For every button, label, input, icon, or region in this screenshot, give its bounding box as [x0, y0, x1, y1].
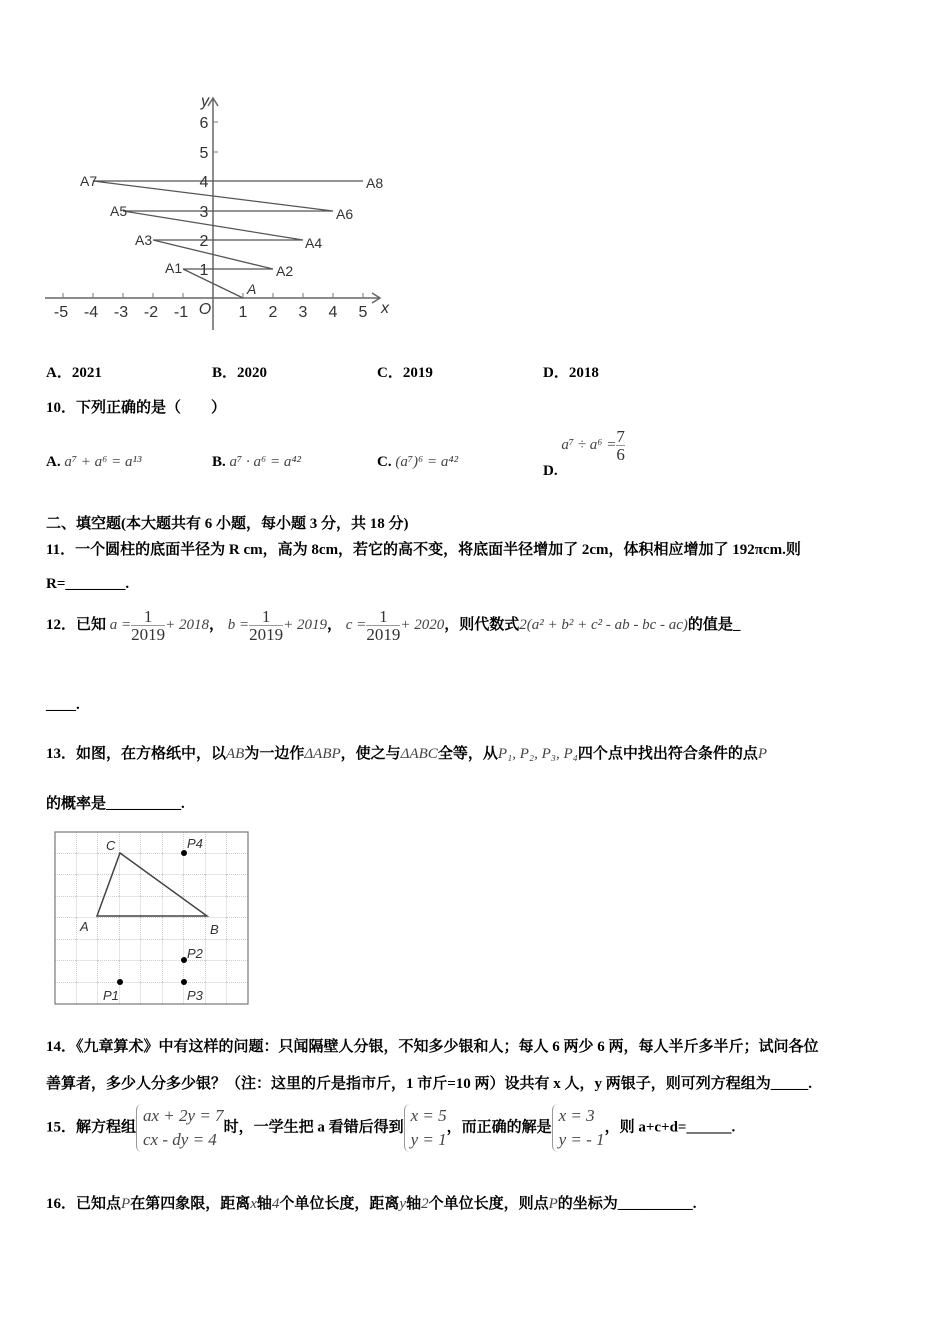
label-b: B [210, 922, 219, 937]
equation-system [136, 1104, 224, 1152]
point-p: P [121, 1196, 131, 1212]
number: 2 [421, 1196, 429, 1212]
x-tick: 1 [238, 304, 248, 321]
y-tick: 2 [199, 233, 209, 250]
x-tick: -3 [113, 304, 129, 321]
text: 为一边作 [244, 746, 305, 762]
point-label-a7: A7 [80, 173, 98, 189]
y-axis-label: y [201, 93, 209, 110]
point-label-a2: A2 [276, 263, 294, 279]
fraction [131, 608, 165, 643]
x-tick: 4 [328, 304, 338, 321]
q10-option-a[interactable] [46, 454, 142, 471]
q10-option-d[interactable] [543, 427, 625, 479]
q15-line [46, 1104, 735, 1152]
var-b: b = [227, 616, 250, 633]
q12-expression: 2(a² + b² + c² - ab - bc - ac) [519, 616, 688, 633]
text: 16．已知点 [46, 1196, 122, 1212]
text: 的坐标为__________. [557, 1196, 697, 1212]
label-p4: P4 [187, 836, 203, 851]
wrong-solution [404, 1104, 447, 1152]
x-tick: -4 [83, 304, 99, 321]
denominator: 6 [616, 445, 625, 464]
point-label-a6: A6 [336, 206, 354, 222]
point-label-a3: A3 [135, 232, 153, 248]
var-y: y [399, 1196, 407, 1212]
text: 个单位长度，距离 [279, 1196, 400, 1212]
x-tick: -5 [53, 304, 69, 321]
correct-solution [552, 1104, 605, 1152]
point-label-a8: A8 [366, 175, 384, 191]
y-tick: 1 [199, 262, 209, 279]
fraction [366, 608, 400, 643]
text: 13．如图，在方格纸中，以 [46, 746, 227, 762]
section-heading: 二、填空题(本大题共有 6 小题，每小题 3 分，共 18 分) [46, 516, 409, 532]
text: 个单位长度，则点 [428, 1196, 549, 1212]
numerator: 1 [366, 608, 400, 626]
x-tick: 2 [268, 304, 278, 321]
label-p2: P2 [187, 946, 203, 961]
sep: ， [209, 616, 225, 633]
label-c: C [106, 838, 116, 853]
var-x: x [250, 1196, 257, 1212]
y-tick: 6 [199, 115, 209, 132]
y-tick: 3 [199, 204, 209, 221]
equation: y = - 1 [558, 1130, 605, 1149]
q9-option-d[interactable]: D．2018 [543, 365, 599, 381]
x-tick: -2 [143, 304, 159, 321]
q12-line2: ____. [46, 697, 80, 713]
point-p: P [757, 746, 768, 762]
equation: ax + 2y = 7 [143, 1106, 224, 1125]
option-expr: (a⁷)⁶ = a⁴² [395, 454, 459, 470]
q9-option-b[interactable]: B．2020 [212, 365, 268, 381]
equation: y = 1 [410, 1130, 447, 1149]
option-label: B. [212, 454, 226, 470]
text: ，则 a+c+d=______. [604, 1119, 736, 1136]
zigzag-path [93, 181, 363, 298]
point-label-a1: A1 [165, 260, 183, 276]
denominator: 2019 [366, 625, 401, 644]
q13-line2: 的概率是__________. [46, 796, 185, 812]
text: ，使之与 [340, 746, 401, 762]
q11-line1: 11．一个圆柱的底面半径为 R cm，高为 8cm，若它的高不变，将底面半径增加了 2cm，体积相应增加了 192πcm.则 [46, 542, 801, 558]
q16-line [46, 1192, 697, 1213]
addend: + 2019 [283, 616, 328, 633]
addend: + 2018 [165, 616, 210, 633]
option-expr: a⁷ + a⁶ = a¹³ [64, 454, 142, 470]
q13-line1 [46, 742, 767, 763]
q10-stem: 10．下列正确的是（ ） [46, 400, 227, 416]
number: 4 [271, 1196, 280, 1212]
text: ，而正确的解是 [446, 1119, 552, 1136]
q14-line2: 善算者，多少人分多少银？（注：这里的斤是指市斤，1 市斤=10 两）设共有 x 人，y 两银子，则可列方程组为_____. [46, 1076, 813, 1092]
origin-label: O [198, 301, 212, 318]
text: 四个点中找出符合条件的点 [577, 746, 758, 762]
text: 15．解方程组 [46, 1119, 137, 1136]
label-p1: P1 [103, 988, 119, 1003]
label-p3: P3 [187, 988, 203, 1003]
equation: x = 3 [558, 1106, 595, 1125]
numerator: 7 [616, 427, 625, 446]
y-tick: 4 [199, 174, 209, 191]
y-tick: 5 [199, 145, 209, 162]
equation: x = 5 [410, 1106, 447, 1125]
point-label-a4: A4 [305, 235, 323, 251]
q12-prefix: 12．已知 [46, 616, 107, 633]
points-p: P₁, P₂, P₃, P₄ [497, 746, 578, 762]
x-tick: 5 [358, 304, 368, 321]
label-a: A [80, 919, 89, 934]
addend: + 2020 [400, 616, 445, 633]
option-label: C. [377, 454, 392, 470]
text: 全等，从 [437, 746, 498, 762]
x-tick: 3 [298, 304, 308, 321]
text: 时，一学生把 a 看错后得到 [223, 1119, 404, 1136]
q10-option-c[interactable] [377, 454, 458, 471]
option-expr: a⁷ · a⁶ = a⁴² [229, 454, 302, 470]
point-label-a: A [247, 281, 257, 297]
point-label-a5: A5 [110, 203, 128, 219]
triangle-abc: ΔABC [400, 746, 438, 762]
numerator: 1 [249, 608, 283, 626]
q13-grid-figure [50, 828, 255, 1010]
q12-mid: ，则代数式 [444, 616, 520, 633]
point-p: P [548, 1196, 558, 1212]
fraction [616, 428, 625, 463]
q11-line2: R=________. [46, 576, 130, 592]
q12-line1 [46, 608, 740, 643]
text: 轴 [256, 1196, 272, 1212]
segment-ab: AB [226, 746, 245, 762]
var-c: c = [345, 616, 367, 633]
option-expr: a⁷ ÷ a⁶ = [561, 436, 617, 453]
numerator: 1 [131, 608, 165, 626]
denominator: 2019 [131, 625, 166, 644]
equation: cx - dy = 4 [143, 1130, 217, 1149]
option-label: D. [543, 462, 558, 479]
q9-option-a[interactable]: A．2021 [46, 365, 102, 381]
q9-option-c[interactable]: C．2019 [377, 365, 433, 381]
sep: ， [327, 616, 343, 633]
q14-line1: 14．《九章算术》中有这样的问题：只闻隔壁人分银，不知多少银和人；每人 6 两少 6 两，每人半斤多半斤；试问各位 [46, 1039, 819, 1055]
q10-option-b[interactable] [212, 454, 301, 471]
q9-coordinate-graph [0, 0, 420, 330]
text: 轴 [406, 1196, 422, 1212]
triangle-abp: ΔABP [304, 746, 341, 762]
fraction [249, 608, 283, 643]
denominator: 2019 [249, 625, 284, 644]
q12-suffix: 的值是_ [687, 616, 741, 633]
text: 在第四象限，距离 [130, 1196, 251, 1212]
option-label: A. [46, 454, 61, 470]
var-a: a = [109, 616, 132, 633]
x-tick: -1 [173, 304, 189, 321]
x-axis-label: x [381, 300, 389, 317]
